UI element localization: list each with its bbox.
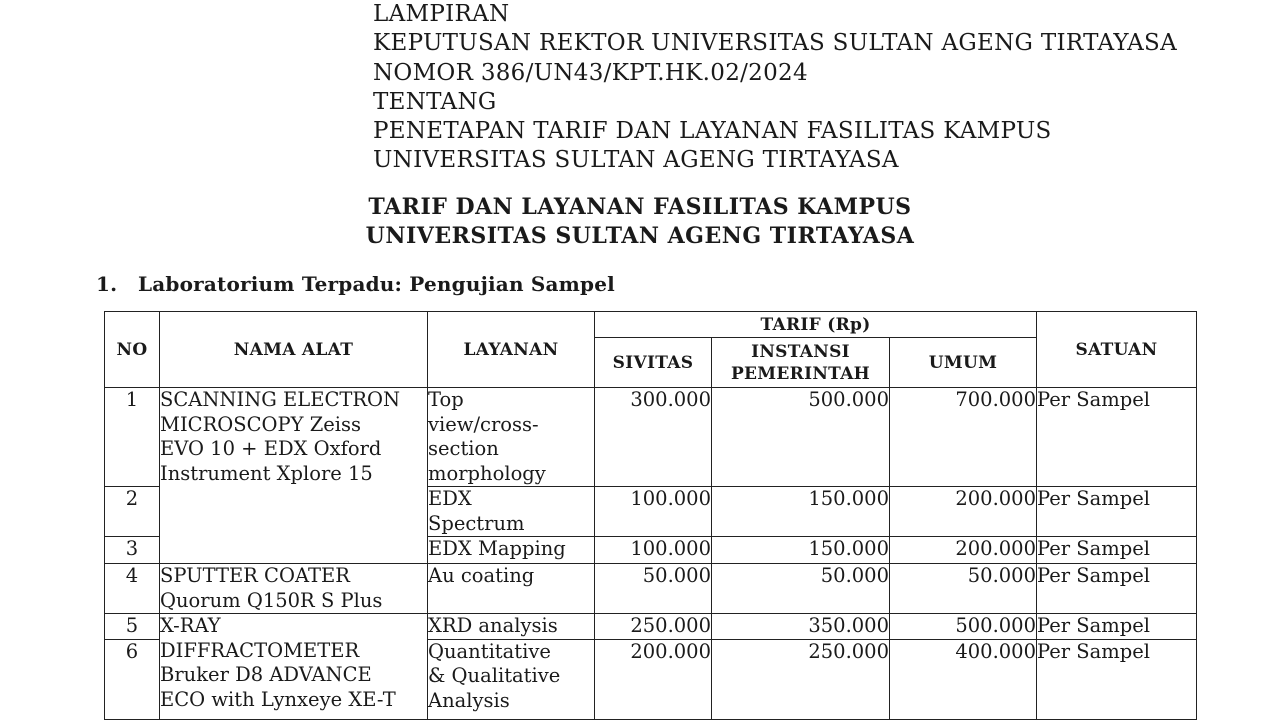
layanan-line: EDX bbox=[428, 487, 472, 510]
cell-layanan bbox=[428, 388, 595, 487]
header-line-nomor: NOMOR 386/UN43/KPT.HK.02/2024 bbox=[373, 59, 808, 86]
layanan-line: & Qualitative bbox=[428, 664, 561, 687]
nama-line: SCANNING ELECTRON bbox=[160, 388, 401, 411]
nama-line: Instrument Xplore 15 bbox=[160, 461, 373, 485]
decree-header bbox=[373, 0, 1177, 176]
cell-umum: 200.000 bbox=[890, 537, 1037, 564]
document-title-line-1: TARIF DAN LAYANAN FASILITAS KAMPUS bbox=[368, 194, 912, 220]
header-line-tentang: TENTANG bbox=[373, 88, 497, 115]
cell-sivitas: 250.000 bbox=[595, 614, 712, 640]
cell-instansi: 50.000 bbox=[712, 564, 890, 614]
header-instansi-pemerintah bbox=[712, 338, 890, 388]
table-row bbox=[105, 564, 1197, 614]
section-heading bbox=[96, 272, 615, 296]
document-title-line-2: UNIVERSITAS SULTAN AGENG TIRTAYASA bbox=[365, 223, 915, 249]
nama-line: Bruker D8 ADVANCE bbox=[160, 663, 372, 686]
cell-no: 3 bbox=[105, 537, 160, 564]
cell-no: 5 bbox=[105, 614, 160, 640]
nama-line: SPUTTER COATER bbox=[160, 564, 350, 587]
header-satuan: SATUAN bbox=[1037, 312, 1197, 388]
cell-umum: 200.000 bbox=[890, 487, 1037, 537]
header-no: NO bbox=[105, 312, 160, 388]
header-nama-alat: NAMA ALAT bbox=[160, 312, 428, 388]
tariff-table bbox=[104, 311, 1197, 720]
header-line-keputusan: KEPUTUSAN REKTOR UNIVERSITAS SULTAN AGENG TIRTAYASA bbox=[373, 30, 1178, 57]
cell-instansi: 500.000 bbox=[712, 388, 890, 487]
nama-line: DIFFRACTOMETER bbox=[160, 638, 360, 662]
cell-umum: 500.000 bbox=[890, 614, 1037, 640]
cell-nama-alat bbox=[160, 614, 428, 720]
header-instansi-line-1: INSTANSI bbox=[751, 341, 850, 362]
header-umum: UMUM bbox=[890, 338, 1037, 388]
cell-satuan: Per Sampel bbox=[1037, 564, 1197, 614]
cell-satuan: Per Sampel bbox=[1037, 639, 1197, 719]
cell-satuan: Per Sampel bbox=[1037, 537, 1197, 564]
cell-umum: 700.000 bbox=[890, 388, 1037, 487]
layanan-line: morphology bbox=[428, 461, 546, 485]
cell-instansi: 150.000 bbox=[712, 537, 890, 564]
header-sivitas: SIVITAS bbox=[595, 338, 712, 388]
cell-nama-alat bbox=[160, 388, 428, 564]
layanan-line: EDX Mapping bbox=[428, 537, 566, 560]
layanan-line: XRD analysis bbox=[428, 614, 558, 637]
layanan-line: view/cross- bbox=[428, 412, 539, 436]
table-row bbox=[105, 614, 1197, 640]
cell-sivitas: 200.000 bbox=[595, 639, 712, 719]
cell-no: 2 bbox=[105, 487, 160, 537]
cell-sivitas: 100.000 bbox=[595, 537, 712, 564]
cell-sivitas: 100.000 bbox=[595, 487, 712, 537]
cell-no: 1 bbox=[105, 388, 160, 487]
cell-layanan bbox=[428, 487, 595, 537]
cell-instansi: 250.000 bbox=[712, 639, 890, 719]
cell-layanan bbox=[428, 639, 595, 719]
header-line-penetapan: PENETAPAN TARIF DAN LAYANAN FASILITAS KAMPUS bbox=[373, 118, 1052, 145]
cell-sivitas: 50.000 bbox=[595, 564, 712, 614]
layanan-line: Analysis bbox=[428, 688, 510, 712]
layanan-line: Top bbox=[428, 388, 464, 411]
nama-line: EVO 10 + EDX Oxford bbox=[160, 437, 382, 460]
cell-layanan bbox=[428, 614, 595, 640]
cell-satuan: Per Sampel bbox=[1037, 388, 1197, 487]
cell-no: 6 bbox=[105, 639, 160, 719]
layanan-line: section bbox=[428, 437, 499, 460]
header-instansi-line-2: PEMERINTAH bbox=[730, 363, 871, 384]
cell-sivitas: 300.000 bbox=[595, 388, 712, 487]
section-label: Laboratorium Terpadu: Pengujian Sampel bbox=[138, 272, 615, 296]
cell-instansi: 150.000 bbox=[712, 487, 890, 537]
cell-umum: 400.000 bbox=[890, 639, 1037, 719]
cell-no: 4 bbox=[105, 564, 160, 614]
cell-nama-alat bbox=[160, 564, 428, 614]
cell-layanan bbox=[428, 537, 595, 564]
table-header-row bbox=[105, 312, 1197, 338]
table-row bbox=[105, 388, 1197, 487]
cell-layanan bbox=[428, 564, 595, 614]
nama-line: MICROSCOPY Zeiss bbox=[160, 412, 362, 436]
header-layanan: LAYANAN bbox=[428, 312, 595, 388]
document-title bbox=[0, 193, 1280, 251]
nama-line: Quorum Q150R S Plus bbox=[160, 588, 383, 612]
layanan-line: Au coating bbox=[428, 564, 535, 587]
cell-umum: 50.000 bbox=[890, 564, 1037, 614]
section-number: 1. bbox=[96, 272, 118, 296]
cell-satuan: Per Sampel bbox=[1037, 487, 1197, 537]
cell-satuan: Per Sampel bbox=[1037, 614, 1197, 640]
cell-instansi: 350.000 bbox=[712, 614, 890, 640]
layanan-line: Spectrum bbox=[428, 511, 525, 535]
layanan-line: Quantitative bbox=[428, 639, 551, 663]
nama-line: ECO with Lynxeye XE-T bbox=[160, 687, 396, 711]
header-tarif: TARIF (Rp) bbox=[595, 312, 1037, 338]
header-line-universitas: UNIVERSITAS SULTAN AGENG TIRTAYASA bbox=[373, 147, 899, 174]
nama-line: X-RAY bbox=[160, 614, 221, 637]
header-line-lampiran: LAMPIRAN bbox=[373, 1, 510, 27]
